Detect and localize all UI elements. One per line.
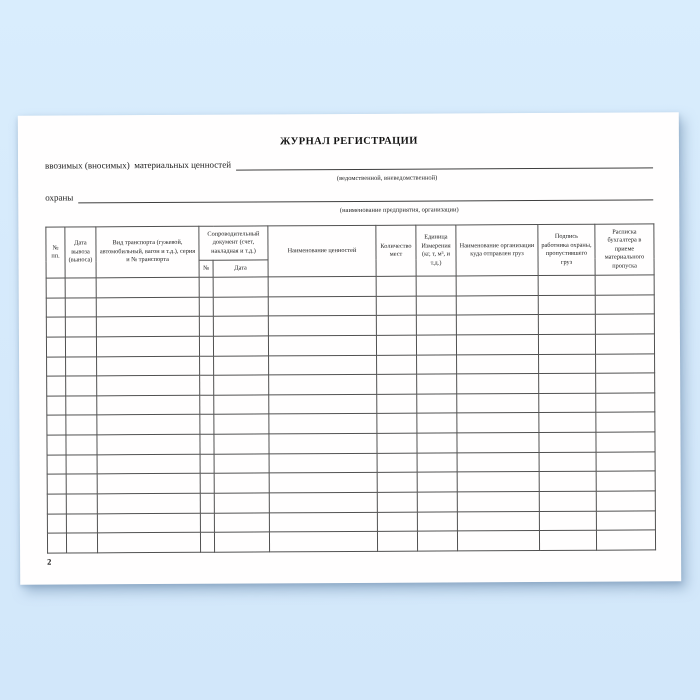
- journal-empty-cell: [457, 413, 539, 433]
- journal-empty-cell: [377, 512, 417, 532]
- journal-empty-cell: [539, 393, 596, 413]
- journal-empty-cell: [595, 314, 654, 334]
- journal-empty-cell: [596, 530, 655, 550]
- journal-empty-cell: [97, 493, 200, 513]
- journal-empty-cell: [595, 295, 654, 315]
- journal-empty-cell: [66, 474, 97, 494]
- journal-empty-cell: [199, 316, 213, 336]
- journal-empty-cell: [97, 434, 200, 454]
- journal-empty-cell: [417, 492, 457, 512]
- journal-empty-cell: [456, 295, 538, 315]
- col-header-document-number: №: [199, 260, 213, 277]
- journal-empty-cell: [417, 511, 457, 531]
- journal-empty-row: [47, 530, 655, 553]
- journal-empty-cell: [377, 414, 417, 434]
- journal-empty-cell: [377, 374, 417, 394]
- journal-table: [45, 223, 656, 553]
- col-header-row-number: № пп.: [46, 227, 65, 278]
- journal-empty-cell: [268, 296, 376, 316]
- journal-empty-cell: [269, 453, 377, 473]
- journal-empty-cell: [268, 276, 376, 296]
- journal-empty-cell: [200, 454, 214, 474]
- journal-table-body: [46, 275, 655, 553]
- journal-empty-cell: [268, 316, 376, 336]
- col-header-guard-signature: Подпись работника охраны, пропустившего груз: [538, 224, 595, 275]
- journal-empty-cell: [66, 435, 97, 455]
- journal-empty-cell: [596, 471, 655, 491]
- journal-empty-cell: [214, 395, 269, 415]
- journal-empty-cell: [200, 493, 214, 513]
- journal-empty-cell: [538, 314, 595, 334]
- journal-empty-cell: [97, 356, 200, 376]
- journal-empty-cell: [457, 374, 539, 394]
- journal-empty-cell: [47, 513, 66, 533]
- journal-empty-cell: [200, 375, 214, 395]
- col-header-valuables-name: Наименование ценностей: [268, 225, 376, 277]
- journal-empty-cell: [214, 434, 269, 454]
- journal-empty-cell: [539, 452, 596, 472]
- journal-empty-cell: [417, 354, 457, 374]
- journal-empty-cell: [538, 275, 595, 295]
- subtitle-line-1-caption: (ведомственной, вневедомственной): [336, 174, 438, 183]
- journal-empty-cell: [269, 433, 377, 453]
- journal-empty-cell: [47, 435, 66, 455]
- journal-empty-cell: [416, 276, 456, 296]
- journal-empty-cell: [457, 393, 539, 413]
- col-header-export-date: Дата вывоза (выноса): [65, 227, 96, 278]
- journal-empty-cell: [269, 512, 377, 532]
- journal-empty-cell: [539, 432, 596, 452]
- journal-empty-cell: [97, 474, 200, 494]
- col-header-document-date: Дата: [213, 260, 268, 277]
- journal-empty-cell: [457, 491, 539, 511]
- journal-empty-cell: [456, 276, 538, 296]
- journal-empty-cell: [596, 491, 655, 511]
- col-header-quantity: Количество мест: [376, 225, 416, 276]
- journal-empty-cell: [417, 374, 457, 394]
- journal-page: [18, 112, 681, 584]
- journal-empty-cell: [66, 415, 97, 435]
- journal-empty-cell: [47, 415, 66, 435]
- journal-empty-cell: [595, 275, 654, 295]
- journal-empty-cell: [65, 337, 96, 357]
- journal-empty-cell: [595, 334, 654, 354]
- journal-empty-cell: [46, 278, 65, 298]
- journal-empty-cell: [46, 337, 65, 357]
- journal-empty-cell: [456, 315, 538, 335]
- journal-empty-cell: [417, 433, 457, 453]
- journal-empty-cell: [96, 277, 199, 297]
- journal-empty-cell: [213, 297, 268, 317]
- journal-empty-cell: [596, 510, 655, 530]
- journal-empty-cell: [66, 356, 97, 376]
- journal-empty-cell: [376, 335, 416, 355]
- journal-empty-cell: [214, 473, 269, 493]
- journal-empty-cell: [65, 297, 96, 317]
- journal-empty-cell: [213, 336, 268, 356]
- journal-empty-cell: [538, 295, 595, 315]
- journal-empty-cell: [416, 296, 456, 316]
- col-header-accompanying-document: Сопроводительный документ (счет, накладная и т.д.): [199, 226, 268, 260]
- journal-empty-cell: [417, 531, 457, 551]
- journal-empty-cell: [596, 432, 655, 452]
- subtitle-line-2: [45, 188, 653, 203]
- journal-empty-cell: [376, 315, 416, 335]
- journal-empty-cell: [377, 355, 417, 375]
- journal-empty-cell: [214, 414, 269, 434]
- journal-empty-cell: [457, 433, 539, 453]
- journal-empty-cell: [457, 354, 539, 374]
- journal-empty-cell: [376, 276, 416, 296]
- journal-empty-cell: [417, 413, 457, 433]
- journal-empty-cell: [377, 492, 417, 512]
- journal-empty-cell: [269, 492, 377, 512]
- journal-empty-cell: [417, 472, 457, 492]
- col-header-transport-type: Вид транспорта (гужевой, автомобильный, вагон и т.д.), серия и № транспорта: [96, 226, 199, 278]
- journal-empty-cell: [596, 452, 655, 472]
- journal-empty-cell: [214, 512, 269, 532]
- page-number: 2: [47, 556, 52, 567]
- journal-empty-cell: [47, 533, 66, 553]
- journal-empty-cell: [47, 474, 66, 494]
- journal-empty-cell: [377, 453, 417, 473]
- journal-empty-cell: [596, 412, 655, 432]
- journal-empty-cell: [457, 531, 539, 551]
- journal-empty-cell: [457, 452, 539, 472]
- fill-in-line-2: [78, 188, 653, 203]
- col-header-organization: Наименование организации куда отправлен груз: [456, 225, 538, 276]
- journal-empty-cell: [456, 334, 538, 354]
- col-header-accountant-receipt: Расписка бухгалтера в приеме материального пропуска: [595, 224, 654, 275]
- journal-empty-cell: [269, 473, 377, 493]
- journal-empty-cell: [539, 530, 596, 550]
- journal-empty-cell: [47, 455, 66, 475]
- journal-empty-cell: [97, 395, 200, 415]
- journal-empty-cell: [199, 336, 213, 356]
- journal-empty-cell: [269, 355, 377, 375]
- journal-empty-cell: [416, 315, 456, 335]
- journal-empty-cell: [214, 454, 269, 474]
- journal-empty-cell: [377, 433, 417, 453]
- journal-empty-cell: [200, 356, 214, 376]
- journal-empty-cell: [213, 316, 268, 336]
- journal-empty-cell: [417, 394, 457, 414]
- fill-in-line-1: [236, 156, 653, 170]
- journal-empty-cell: [96, 317, 199, 337]
- page-title: ЖУРНАЛ РЕГИСТРАЦИИ: [279, 135, 418, 148]
- journal-empty-cell: [269, 414, 377, 434]
- journal-empty-cell: [96, 297, 199, 317]
- journal-empty-cell: [46, 317, 65, 337]
- subtitle-line-1-label: ввозимых (вносимых) материальных ценностей: [45, 159, 232, 171]
- subtitle-line-2-caption: (наименование предприятия, организации): [339, 206, 459, 215]
- journal-empty-cell: [596, 373, 655, 393]
- journal-table-header: [46, 224, 654, 278]
- journal-empty-cell: [214, 532, 269, 552]
- journal-empty-cell: [200, 434, 214, 454]
- journal-empty-cell: [377, 394, 417, 414]
- journal-empty-cell: [96, 336, 199, 356]
- subtitle-line-1: [45, 156, 653, 171]
- journal-empty-cell: [417, 453, 457, 473]
- page-content: [45, 112, 655, 584]
- journal-empty-cell: [97, 415, 200, 435]
- subtitle-line-2-label: охраны: [45, 192, 74, 203]
- journal-empty-cell: [214, 355, 269, 375]
- journal-empty-cell: [539, 491, 596, 511]
- journal-empty-cell: [47, 356, 66, 376]
- journal-empty-cell: [46, 298, 65, 318]
- journal-empty-cell: [269, 531, 377, 551]
- journal-empty-cell: [65, 278, 96, 298]
- journal-empty-cell: [97, 454, 200, 474]
- journal-empty-cell: [213, 277, 268, 297]
- journal-empty-cell: [539, 511, 596, 531]
- journal-empty-cell: [457, 472, 539, 492]
- journal-empty-cell: [377, 472, 417, 492]
- journal-empty-cell: [97, 513, 200, 533]
- journal-empty-cell: [199, 297, 213, 317]
- journal-empty-cell: [539, 373, 596, 393]
- journal-empty-cell: [214, 493, 269, 513]
- journal-empty-cell: [538, 334, 595, 354]
- journal-empty-cell: [539, 413, 596, 433]
- journal-empty-cell: [376, 296, 416, 316]
- journal-empty-cell: [539, 354, 596, 374]
- journal-empty-cell: [269, 374, 377, 394]
- journal-empty-cell: [66, 513, 97, 533]
- journal-empty-cell: [596, 353, 655, 373]
- journal-empty-cell: [269, 394, 377, 414]
- journal-empty-cell: [200, 513, 214, 533]
- journal-empty-cell: [47, 376, 66, 396]
- journal-empty-cell: [66, 494, 97, 514]
- journal-empty-cell: [66, 454, 97, 474]
- journal-empty-cell: [200, 473, 214, 493]
- journal-empty-cell: [457, 511, 539, 531]
- journal-empty-cell: [200, 532, 214, 552]
- journal-empty-cell: [66, 533, 97, 553]
- journal-empty-cell: [596, 393, 655, 413]
- journal-empty-cell: [97, 375, 200, 395]
- journal-empty-cell: [200, 415, 214, 435]
- journal-empty-cell: [539, 471, 596, 491]
- col-header-unit: Единица Измерения (кг, т, м³, и т.д.): [416, 225, 456, 276]
- journal-empty-cell: [47, 494, 66, 514]
- journal-empty-cell: [377, 531, 417, 551]
- journal-empty-cell: [97, 532, 200, 552]
- journal-empty-cell: [214, 375, 269, 395]
- journal-empty-cell: [199, 277, 213, 297]
- journal-empty-cell: [200, 395, 214, 415]
- journal-empty-cell: [268, 335, 376, 355]
- journal-empty-cell: [65, 317, 96, 337]
- journal-empty-cell: [47, 396, 66, 416]
- journal-empty-cell: [66, 396, 97, 416]
- journal-empty-cell: [66, 376, 97, 396]
- journal-empty-cell: [416, 335, 456, 355]
